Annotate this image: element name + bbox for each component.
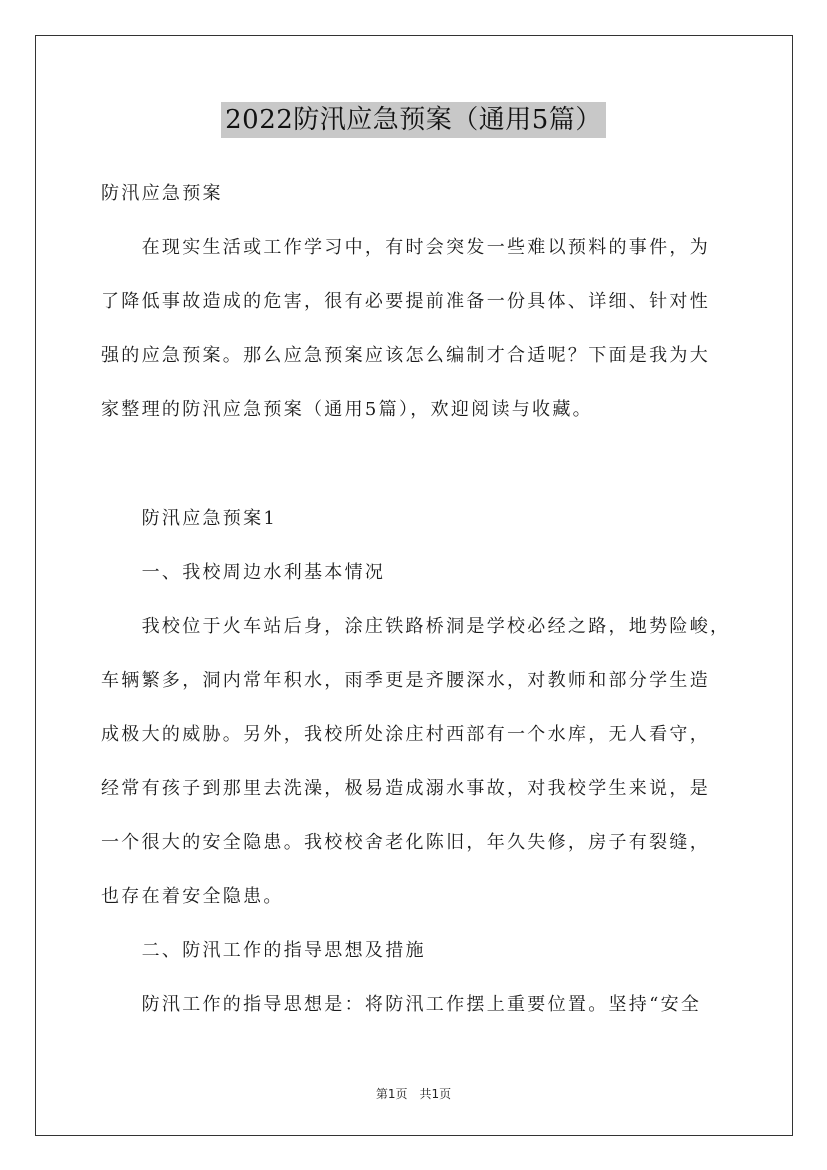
paragraph-line: 车辆繁多，洞内常年积水，雨季更是齐腰深水，对教师和部分学生造 xyxy=(101,670,710,691)
paragraph-line: 强的应急预案。那么应急预案应该怎么编制才合适呢？下面是我为大 xyxy=(101,345,710,366)
subheading-1: 一、我校周边水利基本情况 xyxy=(101,562,386,583)
paragraph-line: 成极大的威胁。另外，我校所处涂庄村西部有一个水库，无人看守， xyxy=(101,724,710,745)
title-container xyxy=(0,102,827,138)
section-heading-plan-1: 防汛应急预案1 xyxy=(101,508,278,529)
paragraph-line: 在现实生活或工作学习中，有时会突发一些难以预料的事件，为 xyxy=(101,237,710,258)
paragraph-line: 一个很大的安全隐患。我校校舍老化陈旧，年久失修，房子有裂缝， xyxy=(101,832,710,853)
document-title: 2022防汛应急预案（通用5篇） xyxy=(221,102,606,138)
paragraph-line: 经常有孩子到那里去洗澡，极易造成溺水事故，对我校学生来说，是 xyxy=(101,778,710,799)
paragraph-line: 我校位于火车站后身，涂庄铁路桥洞是学校必经之路，地势险峻， xyxy=(101,616,731,637)
subheading-2: 二、防汛工作的指导思想及措施 xyxy=(101,940,426,961)
paragraph-line: 也存在着安全隐患。 xyxy=(101,886,284,907)
paragraph-line: 了降低事故造成的危害，很有必要提前准备一份具体、详细、针对性 xyxy=(101,291,710,312)
page-number-footer: 第1页 共1页 xyxy=(375,1087,452,1101)
paragraph-line: 家整理的防汛应急预案（通用5篇），欢迎阅读与收藏。 xyxy=(101,399,593,420)
paragraph-line: 防汛工作的指导思想是：将防汛工作摆上重要位置。坚持“安全 xyxy=(101,994,702,1015)
section-heading-intro: 防汛应急预案 xyxy=(101,183,223,204)
